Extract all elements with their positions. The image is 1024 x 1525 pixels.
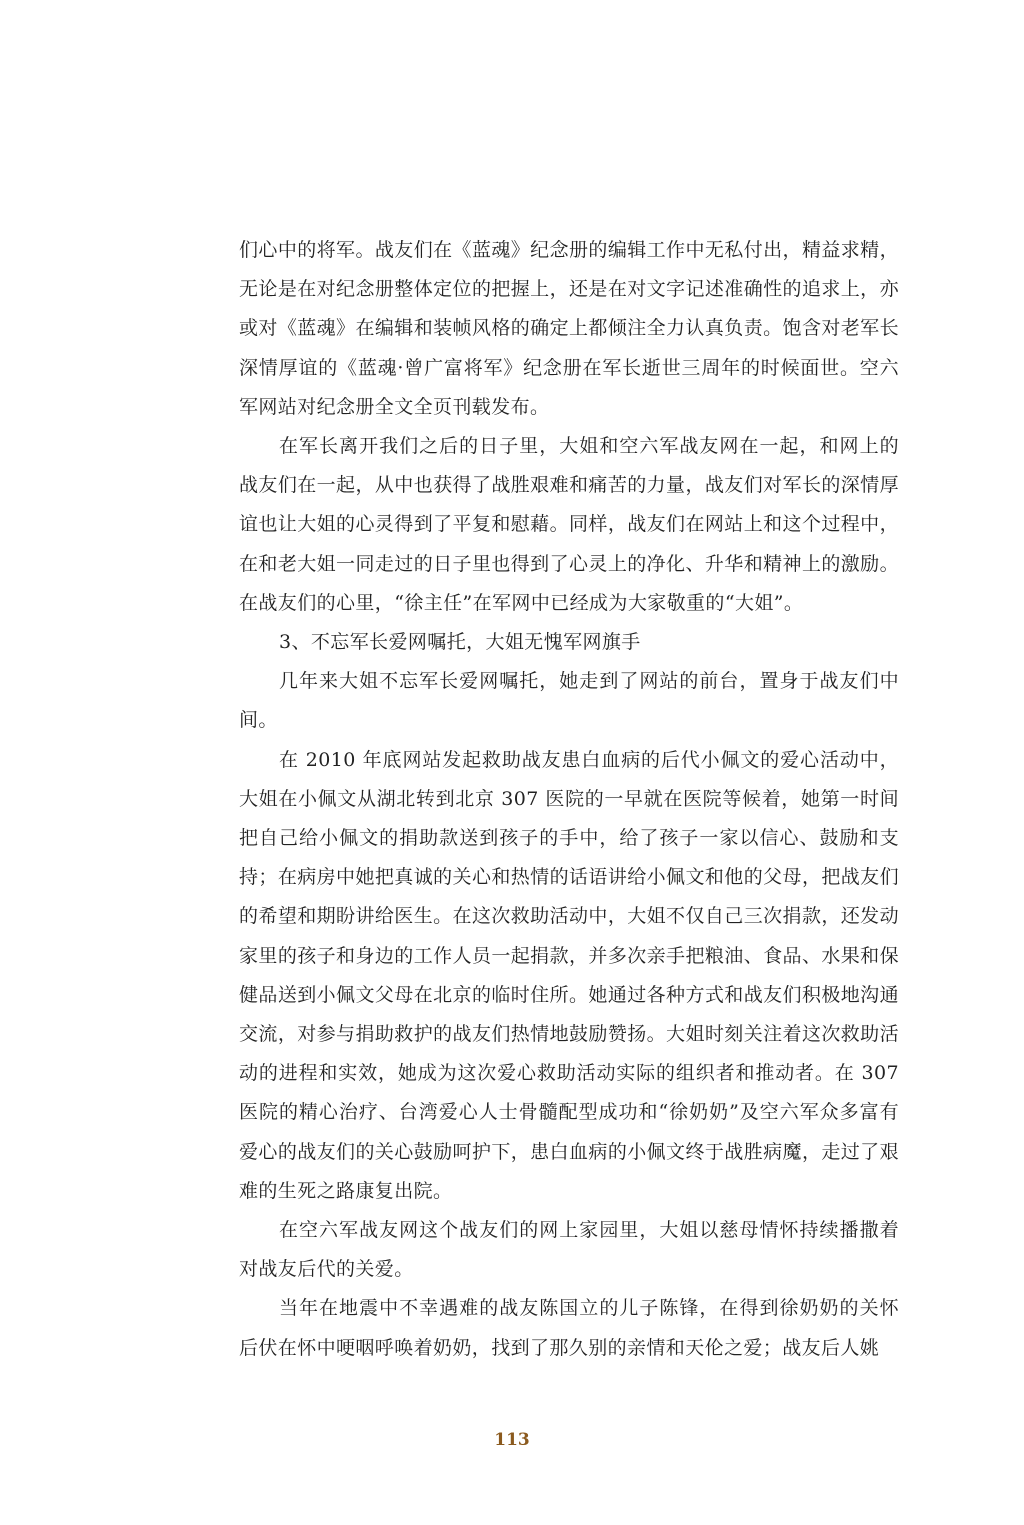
paragraph-2: 在军长离开我们之后的日子里，大姐和空六军战友网在一起，和网上的战友们在一起，从中也获得了战胜艰难和痛苦的力量，战友们对军长的深情厚谊也让大姐的心灵得到了平复和慰藉。同样，战友们在网站上和这个过程中，在和老大姐一同走过的日子里也得到了心灵上的净化、升华和精神上的激励。在战友们的心里，“徐主任”在军网中已经成为大家敬重的“大姐”。 — [239, 435, 899, 614]
body-text — [239, 231, 899, 1368]
paragraph-5: 在空六军战友网这个战友们的网上家园里，大姐以慈母情怀持续播撒着对战友后代的关爱。 — [239, 1219, 899, 1281]
paragraph-6: 当年在地震中不幸遇难的战友陈国立的儿子陈锋，在得到徐奶奶的关怀后伏在怀中哽咽呼唤着奶奶，找到了那久别的亲情和天伦之爱；战友后人姚 — [239, 1297, 899, 1359]
paragraph-1: 们心中的将军。战友们在《蓝魂》纪念册的编辑工作中无私付出，精益求精，无论是在对纪念册整体定位的把握上，还是在对文字记述准确性的追求上，亦或对《蓝魂》在编辑和装帧风格的确定上都倾注全力认真负责。饱含对老军长深情厚谊的《蓝魂·曾广富将军》纪念册在军长逝世三周年的时候面世。空六军网站对纪念册全文全页刊载发布。 — [239, 239, 899, 418]
page-number: 113 — [494, 1430, 530, 1450]
section-heading: 3、不忘军长爱网嘱托，大姐无愧军网旗手 — [279, 631, 641, 654]
paragraph-3: 几年来大姐不忘军长爱网嘱托，她走到了网站的前台，置身于战友们中间。 — [239, 670, 899, 732]
paragraph-4: 在 2010 年底网站发起救助战友患白血病的后代小佩文的爱心活动中，大姐在小佩文从湖北转到北京 307 医院的一早就在医院等候着，她第一时间把自己给小佩文的捐助款送到孩子的手中，给了孩子一家以信心、鼓励和支持；在病房中她把真诚的关心和热情的话语讲给小佩文和他的父母，把战友们的希望和期盼讲给医生。在这次救助活动中，大姐不仅自己三次捐款，还发动家里的孩子和身边的工作人员一起捐款，并多次亲手把粮油、食品、水果和保健品送到小佩文父母在北京的临时住所。她通过各种方式和战友们积极地沟通交流，对参与捐助救护的战友们热情地鼓励赞扬。大姐时刻关注着这次救助活动的进程和实效，她成为这次爱心救助活动实际的组织者和推动者。在 307 医院的精心治疗、台湾爱心人士骨髓配型成功和“徐奶奶”及空六军众多富有爱心的战友们的关心鼓励呵护下，患白血病的小佩文终于战胜病魔，走过了艰难的生死之路康复出院。 — [239, 748, 899, 1202]
